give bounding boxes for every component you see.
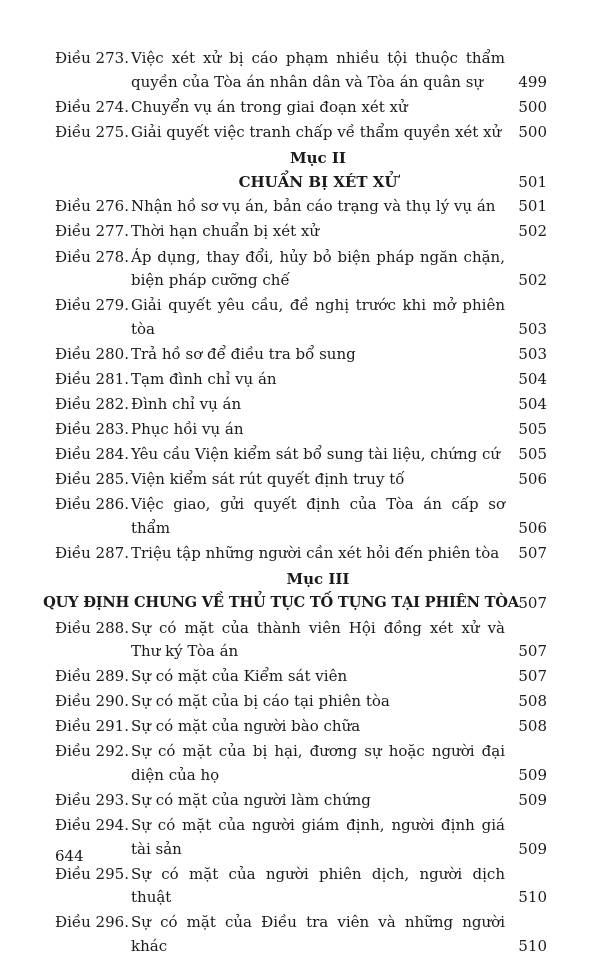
article-number: Điều 275. bbox=[55, 122, 129, 141]
toc-entry bbox=[55, 690, 547, 714]
page-reference: 507 bbox=[518, 667, 547, 686]
article-title: Sự có mặt của Kiểm sát viên bbox=[131, 667, 348, 686]
page-reference: 509 bbox=[518, 791, 547, 810]
article-title: Sự có mặt của thành viên Hội đồng xét xử và Thư ký Tòa án bbox=[131, 618, 505, 661]
article-number: Điều 274. bbox=[55, 97, 129, 116]
article-number: Điều 281. bbox=[55, 369, 129, 388]
toc-block-2 bbox=[55, 195, 547, 565]
article-title: Sự có mặt của Điều tra viên và những người khác bbox=[131, 913, 505, 955]
article-title: Việc xét xử bị cáo phạm nhiều tội thuộc thẩm quyền của Tòa án nhân dân và Tòa án quân sự bbox=[131, 49, 505, 91]
section-heading bbox=[55, 170, 547, 194]
page-reference: 502 bbox=[518, 222, 547, 241]
section-title: QUY ĐỊNH CHUNG VỀ THỦ TỤC TỐ TỤNG TẠI PHIÊN TÒA bbox=[43, 594, 519, 611]
article-number: Điều 273. bbox=[55, 49, 129, 67]
article-number: Điều 294. bbox=[55, 816, 129, 835]
page-reference: 509 bbox=[518, 839, 547, 858]
section-label: Mục III bbox=[286, 570, 350, 588]
page-reference: 504 bbox=[518, 394, 547, 413]
toc-entry bbox=[55, 368, 547, 392]
article-number: Điều 284. bbox=[55, 445, 129, 464]
section-label: Mục II bbox=[290, 148, 346, 167]
article-title: Giải quyết việc tranh chấp về thẩm quyền xét xử bbox=[131, 122, 502, 141]
article-title: Sự có mặt của người giám định, người định giá tài sản bbox=[131, 816, 505, 858]
article-number: Điều 291. bbox=[55, 717, 129, 736]
toc-entry bbox=[55, 220, 547, 244]
article-title: Nhận hồ sơ vụ án, bản cáo trạng và thụ lý vụ án bbox=[131, 197, 496, 216]
section-page-number: 507 bbox=[518, 594, 547, 612]
toc-entry bbox=[55, 789, 547, 813]
toc-entry bbox=[55, 493, 547, 540]
section-heading bbox=[35, 591, 547, 615]
article-number: Điều 290. bbox=[55, 692, 129, 711]
article-number: Điều 289. bbox=[55, 667, 129, 686]
article-number: Điều 279. bbox=[55, 296, 129, 315]
page-reference: 506 bbox=[518, 518, 547, 537]
page-reference: 507 bbox=[518, 642, 547, 661]
article-title: Phục hồi vụ án bbox=[131, 420, 244, 439]
page-reference: 508 bbox=[518, 717, 547, 736]
article-number: Điều 280. bbox=[55, 344, 129, 363]
page-reference: 499 bbox=[518, 72, 547, 91]
article-title: Thời hạn chuẩn bị xét xử bbox=[131, 222, 320, 241]
page-number: 644 bbox=[55, 847, 84, 865]
article-title: Tạm đình chỉ vụ án bbox=[131, 369, 277, 388]
article-number: Điều 283. bbox=[55, 420, 129, 439]
article-number: Điều 276. bbox=[55, 197, 129, 216]
article-number: Điều 282. bbox=[55, 394, 129, 413]
page-reference: 505 bbox=[518, 445, 547, 464]
toc-entry bbox=[55, 542, 547, 566]
page-reference: 504 bbox=[518, 369, 547, 388]
toc-entry bbox=[55, 294, 547, 341]
toc-entry bbox=[55, 665, 547, 689]
page-reference: 505 bbox=[518, 420, 547, 439]
article-number: Điều 292. bbox=[55, 742, 129, 761]
page-reference: 510 bbox=[518, 936, 547, 955]
toc-entry bbox=[55, 740, 547, 787]
toc-entry bbox=[55, 443, 547, 467]
article-title: Triệu tập những người cần xét hỏi đến phiên tòa bbox=[131, 543, 500, 562]
toc-entry bbox=[55, 96, 547, 120]
page-reference: 500 bbox=[518, 122, 547, 141]
toc-entry bbox=[55, 468, 547, 492]
page-reference: 503 bbox=[518, 344, 547, 363]
toc-entry bbox=[55, 814, 547, 861]
article-number: Điều 296. bbox=[55, 913, 129, 932]
toc-entry bbox=[55, 246, 547, 293]
page-reference: 508 bbox=[518, 692, 547, 711]
section-title: CHUẨN BỊ XÉT XỬ bbox=[238, 172, 398, 191]
article-title: Chuyển vụ án trong giai đoạn xét xử bbox=[131, 97, 408, 116]
toc-entry bbox=[55, 418, 547, 442]
article-number: Điều 293. bbox=[55, 791, 129, 810]
toc-entry bbox=[55, 343, 547, 367]
page-reference: 509 bbox=[518, 765, 547, 784]
article-number: Điều 277. bbox=[55, 222, 129, 241]
article-title: Yêu cầu Viện kiểm sát bổ sung tài liệu, chứng cứ bbox=[131, 445, 501, 464]
article-title: Sự có mặt của người phiên dịch, người dịch thuật bbox=[131, 864, 505, 907]
toc-entry bbox=[55, 47, 547, 94]
table-of-contents bbox=[43, 47, 547, 960]
article-title: Trả hồ sơ để điều tra bổ sung bbox=[131, 344, 356, 363]
article-title: Sự có mặt của người làm chứng bbox=[131, 791, 371, 810]
toc-entry bbox=[55, 863, 547, 910]
toc-entry bbox=[55, 121, 547, 145]
article-title: Áp dụng, thay đổi, hủy bỏ biện pháp ngăn chặn, biện pháp cưỡng chế bbox=[131, 247, 505, 290]
page-reference: 506 bbox=[518, 470, 547, 489]
article-number: Điều 286. bbox=[55, 495, 129, 514]
toc-entry bbox=[55, 617, 547, 664]
section-page-number: 501 bbox=[518, 172, 547, 191]
page-reference: 510 bbox=[518, 888, 547, 907]
page-reference: 507 bbox=[518, 543, 547, 562]
toc-entry bbox=[55, 195, 547, 219]
page-reference: 500 bbox=[518, 97, 547, 116]
page-reference: 503 bbox=[518, 319, 547, 338]
page-reference: 502 bbox=[518, 271, 547, 290]
article-title: Sự có mặt của người bào chữa bbox=[131, 717, 361, 736]
article-title: Viện kiểm sát rút quyết định truy tố bbox=[131, 470, 405, 489]
article-number: Điều 287. bbox=[55, 543, 129, 562]
article-title: Sự có mặt của bị cáo tại phiên tòa bbox=[131, 692, 390, 711]
article-title: Đình chỉ vụ án bbox=[131, 394, 242, 413]
article-number: Điều 278. bbox=[55, 247, 129, 266]
toc-entry bbox=[55, 715, 547, 739]
article-title: Sự có mặt của bị hại, đương sự hoặc người đại diện của họ bbox=[131, 742, 505, 784]
toc-entry bbox=[55, 911, 547, 958]
article-number: Điều 295. bbox=[55, 864, 129, 883]
article-number: Điều 285. bbox=[55, 470, 129, 489]
article-title: Giải quyết yêu cầu, đề nghị trước khi mở phiên tòa bbox=[131, 296, 505, 338]
article-number: Điều 288. bbox=[55, 618, 129, 637]
toc-block-1 bbox=[55, 47, 547, 144]
article-title: Việc giao, gửi quyết định của Tòa án cấp sơ thẩm bbox=[131, 495, 505, 537]
toc-block-3 bbox=[55, 617, 547, 959]
toc-entry bbox=[55, 393, 547, 417]
page-reference: 501 bbox=[518, 197, 547, 216]
